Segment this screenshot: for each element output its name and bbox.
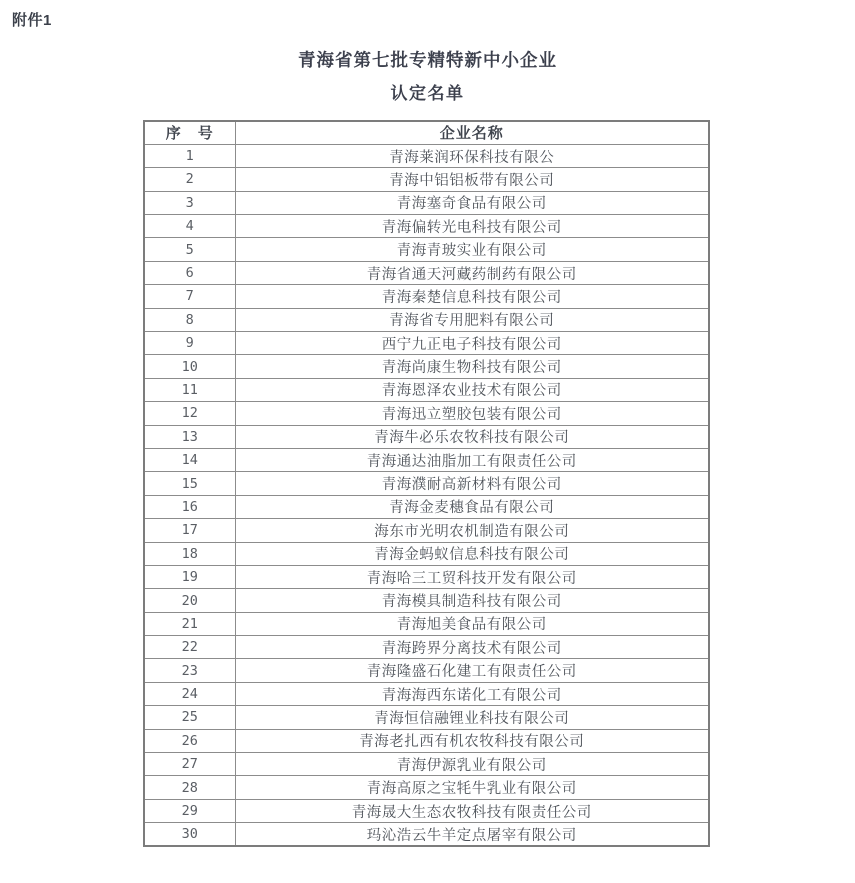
- table-row: [144, 238, 709, 261]
- table-row: [144, 448, 709, 471]
- row-number-cell: 23: [144, 659, 235, 682]
- table-row: [144, 285, 709, 308]
- company-name-cell: 青海老扎西有机农牧科技有限公司: [235, 729, 709, 752]
- company-name-cell: 青海迅立塑胶包装有限公司: [235, 402, 709, 425]
- company-name-cell: 青海哈三工贸科技开发有限公司: [235, 565, 709, 588]
- row-number-cell: 26: [144, 729, 235, 752]
- company-name-cell: 青海高原之宝牦牛乳业有限公司: [235, 776, 709, 799]
- table-row: [144, 799, 709, 822]
- table-row: [144, 776, 709, 799]
- row-number-cell: 9: [144, 332, 235, 355]
- row-number-cell: 30: [144, 823, 235, 846]
- table-row: [144, 355, 709, 378]
- company-name-cell: 青海晟大生态农牧科技有限责任公司: [235, 799, 709, 822]
- document-title: 青海省第七批专精特新中小企业: [298, 50, 557, 70]
- header-row: [144, 121, 709, 144]
- header-company-name: 企业名称: [235, 121, 709, 144]
- company-table-header: [144, 121, 709, 144]
- company-name-cell: 青海旭美食品有限公司: [235, 612, 709, 635]
- table-row: [144, 308, 709, 331]
- row-number-cell: 20: [144, 589, 235, 612]
- row-number-cell: 3: [144, 191, 235, 214]
- table-row: [144, 542, 709, 565]
- row-number-cell: 19: [144, 565, 235, 588]
- row-number-cell: 15: [144, 472, 235, 495]
- company-name-cell: 玛沁浩云牛羊定点屠宰有限公司: [235, 823, 709, 846]
- row-number-cell: 28: [144, 776, 235, 799]
- table-row: [144, 215, 709, 238]
- table-row: [144, 378, 709, 401]
- row-number-cell: 6: [144, 261, 235, 284]
- table-row: [144, 589, 709, 612]
- table-row: [144, 519, 709, 542]
- row-number-cell: 17: [144, 519, 235, 542]
- row-number-cell: 12: [144, 402, 235, 425]
- row-number-cell: 29: [144, 799, 235, 822]
- table-row: [144, 636, 709, 659]
- row-number-cell: 14: [144, 448, 235, 471]
- company-name-cell: 青海伊源乳业有限公司: [235, 753, 709, 776]
- table-row: [144, 191, 709, 214]
- company-name-cell: 青海偏转光电科技有限公司: [235, 215, 709, 238]
- table-row: [144, 682, 709, 705]
- company-name-cell: 青海青玻实业有限公司: [235, 238, 709, 261]
- company-name-cell: 青海恒信融锂业科技有限公司: [235, 706, 709, 729]
- row-number-cell: 8: [144, 308, 235, 331]
- company-name-cell: 青海莱润环保科技有限公: [235, 144, 709, 167]
- row-number-cell: 21: [144, 612, 235, 635]
- company-table: [143, 120, 710, 847]
- company-name-cell: 海东市光明农机制造有限公司: [235, 519, 709, 542]
- table-row: [144, 659, 709, 682]
- table-row: [144, 261, 709, 284]
- table-row: [144, 425, 709, 448]
- company-table-body: [144, 144, 709, 846]
- company-name-cell: 青海跨界分离技术有限公司: [235, 636, 709, 659]
- document-subtitle: 认定名单: [390, 84, 465, 103]
- company-name-cell: 青海隆盛石化建工有限责任公司: [235, 659, 709, 682]
- row-number-cell: 24: [144, 682, 235, 705]
- company-name-cell: 青海金麦穗食品有限公司: [235, 495, 709, 518]
- company-name-cell: 青海省专用肥料有限公司: [235, 308, 709, 331]
- row-number-cell: 10: [144, 355, 235, 378]
- company-name-cell: 青海模具制造科技有限公司: [235, 589, 709, 612]
- table-row: [144, 706, 709, 729]
- row-number-cell: 4: [144, 215, 235, 238]
- row-number-cell: 25: [144, 706, 235, 729]
- row-number-cell: 1: [144, 144, 235, 167]
- company-name-cell: 青海秦楚信息科技有限公司: [235, 285, 709, 308]
- company-name-cell: 青海恩泽农业技术有限公司: [235, 378, 709, 401]
- company-name-cell: 青海牛必乐农牧科技有限公司: [235, 425, 709, 448]
- row-number-cell: 22: [144, 636, 235, 659]
- table-row: [144, 753, 709, 776]
- company-name-cell: 青海通达油脂加工有限责任公司: [235, 448, 709, 471]
- company-name-cell: 青海省通天河藏药制药有限公司: [235, 261, 709, 284]
- company-name-cell: 青海濮耐高新材料有限公司: [235, 472, 709, 495]
- header-serial-number: 序 号: [144, 121, 235, 144]
- row-number-cell: 11: [144, 378, 235, 401]
- attachment-label: 附件1: [12, 12, 52, 29]
- table-row: [144, 495, 709, 518]
- company-name-cell: 青海中铝铝板带有限公司: [235, 168, 709, 191]
- table-row: [144, 402, 709, 425]
- table-row: [144, 472, 709, 495]
- company-name-cell: 青海尚康生物科技有限公司: [235, 355, 709, 378]
- row-number-cell: 18: [144, 542, 235, 565]
- company-name-cell: 青海海西东诺化工有限公司: [235, 682, 709, 705]
- row-number-cell: 27: [144, 753, 235, 776]
- table-row: [144, 565, 709, 588]
- company-name-cell: 西宁九正电子科技有限公司: [235, 332, 709, 355]
- row-number-cell: 7: [144, 285, 235, 308]
- table-row: [144, 823, 709, 846]
- row-number-cell: 2: [144, 168, 235, 191]
- row-number-cell: 13: [144, 425, 235, 448]
- row-number-cell: 16: [144, 495, 235, 518]
- row-number-cell: 5: [144, 238, 235, 261]
- table-row: [144, 729, 709, 752]
- table-row: [144, 612, 709, 635]
- table-row: [144, 168, 709, 191]
- table-row: [144, 144, 709, 167]
- table-row: [144, 332, 709, 355]
- company-name-cell: 青海塞奇食品有限公司: [235, 191, 709, 214]
- company-name-cell: 青海金蚂蚁信息科技有限公司: [235, 542, 709, 565]
